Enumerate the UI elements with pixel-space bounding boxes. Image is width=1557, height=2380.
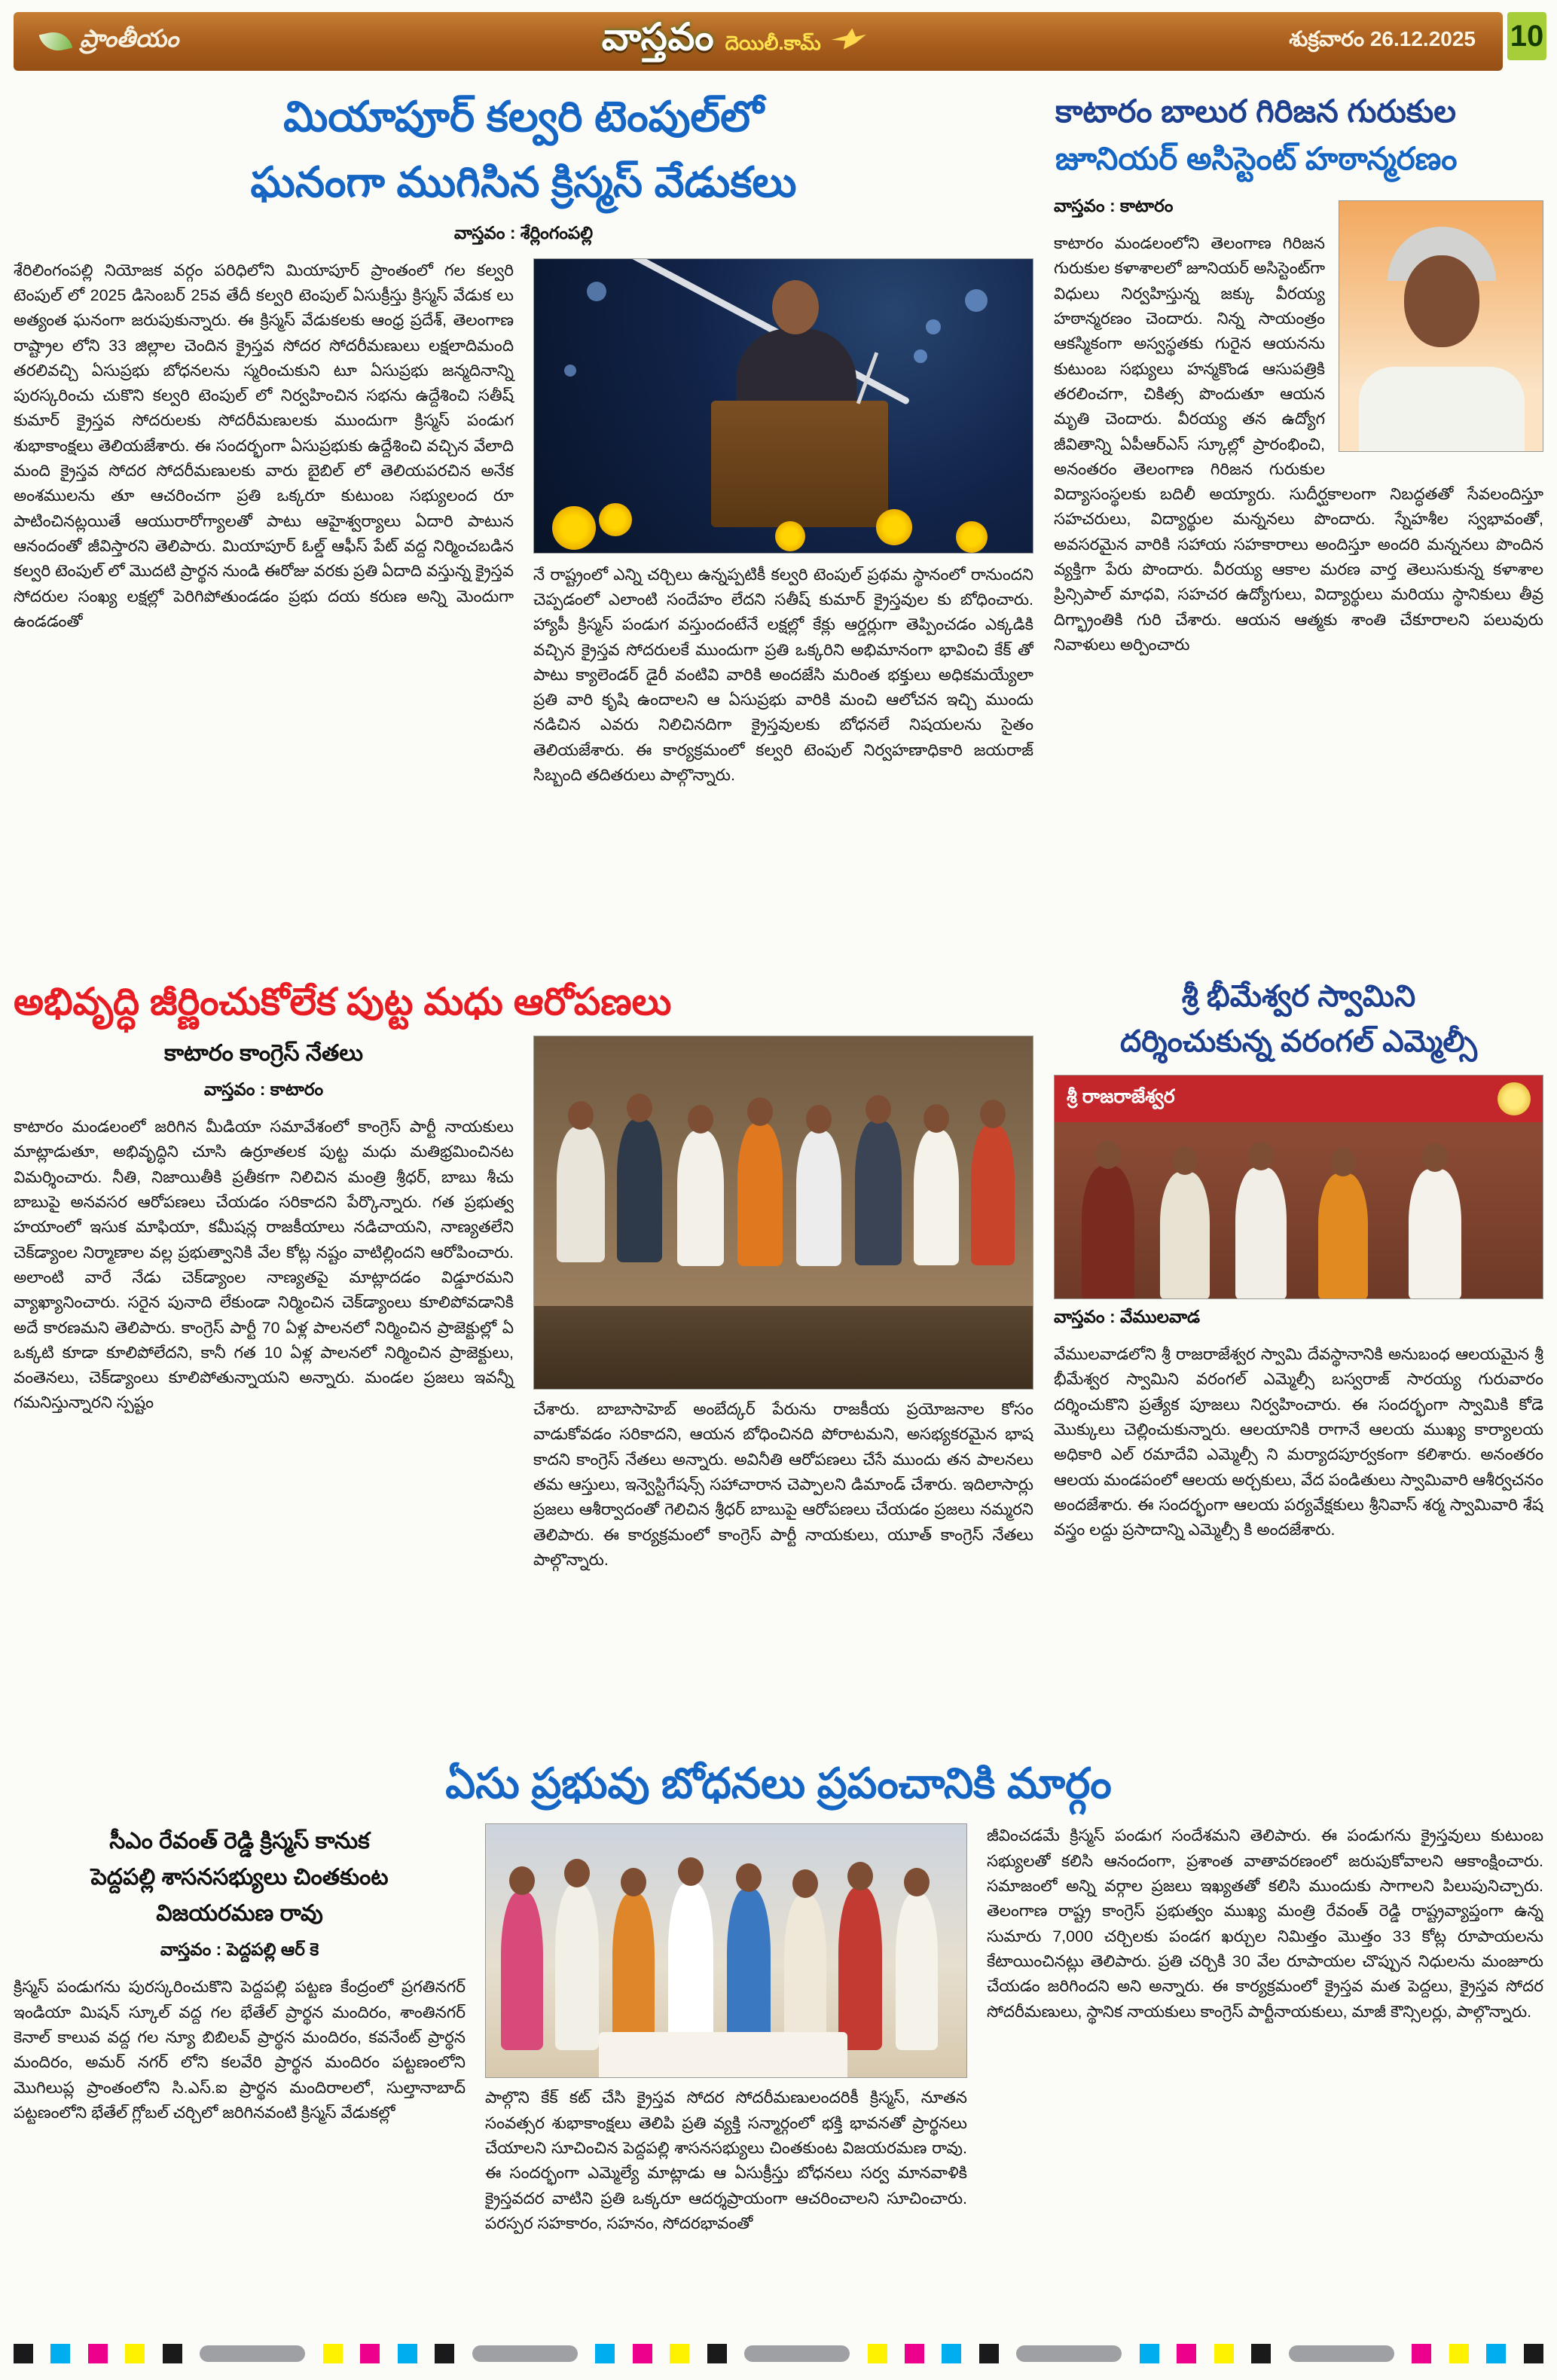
sunflower — [876, 509, 912, 545]
registration-swatch — [868, 2344, 887, 2363]
photo-figure — [737, 1123, 783, 1266]
article4-headline-line1: శ్రీ భీమేశ్వర స్వామిని — [1181, 980, 1416, 1013]
article3-right-column — [533, 1036, 1033, 1573]
registration-swatch — [1140, 2344, 1159, 2363]
registration-swatch — [1214, 2344, 1234, 2363]
article3-text-below-photo: చేశారు. బాబాసాహెబ్ అంబేద్కర్ పేరును రాజకీయ ప్రయోజనాల కోసం వాడుకోవడం సరికాదని, ఆయన బోధించినది పోరాటమని, అసభ్యకరమైన భాష కాదని కాంగ్రెస్ నేతలు అన్నారు. అవినీతి ఆరోపణలు చేసే ముందు తన పాలనలు తమ ఆస్తులు, ఇన్వెస్టిగేషన్స్ సహాచారాన చెప్పాలని డిమాండ్ చేశారు. ఇదిలాసార్లు ప్రజలు ఆశీర్వాదంతో గెలిచిన శ్రీధర్ బాబుపై ఆరోపణలు చేయడం ప్రజలు నమ్మరని తెలిపారు. ఈ కార్యక్రమంలో కాంగ్రెస్ పార్టీ నాయకులు, యూత్ కాంగ్రెస్ నేతలు పాల్గొన్నారు. — [533, 1400, 1033, 1569]
registration-pill — [744, 2345, 850, 2362]
article1-text-left: శేరిలింగంపల్లి నియోజక వర్గం పరిధిలోని మియాపూర్ ప్రాంతంలో గల కల్వరి టెంపుల్ లో 2025 డిసెంబర్ 25వ తేదీ కల్వరి టెంపుల్ ఏసుక్రీస్తు క్రిస్మస్ వేడుక లు అత్యంత ఘనంగా జరుపుకున్నారు. ఈ క్రిస్మస్ వేడుకలకు ఆంధ్ర ప్రదేశ్, తెలంగాణ రాష్ట్రాల లోని 33 జిల్లాల చెందిన క్రైస్తవ సోదర సోదరీమణులు లక్షలాదిమంది తరలివచ్చి ఏసుప్రభు బోధనలను స్మరించుకుని టూ ఏసుప్రభు జన్మదినాన్ని పురస్కరించు చుకొని కల్వరి టెంపుల్ లో నిర్వహించిన సభను ఉద్దేశించి సతీష్ కుమార్ క్రైస్తవ సోదరులకు సోదరీమణులకు ముందుగా క్రిస్మస్ పండుగ శుభాకాంక్షలు తెలియజేశారు. ఈ సందర్భంగా ఏసుప్రభుకు ఉద్దేశించి వచ్చిన వేలాది మంది క్రైస్తవ సోదర సోదరీమణులకు వారు బైబిల్ లో తెలియపరచిన అనేక అంశములను తూ ఆచరించగా ప్రతి ఒక్కరూ కుటుంబ సభ్యులంద రూ పాటించినట్లయితే ఆయురారోగ్యాలతో పాటు ఆహైశ్వర్యాలు ఏదారి పాటున ఆనందంతో జీవిస్తారని తెలిపారు. మియాపూర్ ఓల్డ్ ఆఫీస్ పేట్ వద్ద నిర్మించబడిన కల్వరి టెంపుల్ లో మొదటి ప్రార్థన నుండి ఈరోజు వరకు ప్రతి ఏదాది వస్తున్న క్రైస్తవ సోదరుల సంఖ్య లక్షల్లో పెరిగిపోతుండడం ప్రభు దయ కరుణ అన్ని మెందుగా ఉండడంతో — [14, 261, 514, 630]
article5-column1 — [14, 1823, 466, 2236]
photo-figure — [796, 1130, 841, 1266]
article1-left-column — [14, 258, 514, 789]
article1-byline: వాస్తవం : శేర్లింగంపల్లి — [453, 222, 594, 243]
article1-body — [14, 258, 1033, 789]
bokeh-light — [564, 365, 576, 377]
portrait-face — [1404, 255, 1479, 347]
article5-text-col1: క్రిస్మస్ పండుగను పురస్కరించుకొని పెద్దపల్లి పట్టణ కేంద్రంలో ప్రగతినగర్ ఇండియా మిషన్ స్కూల్ వద్ద గల భేతేల్ ప్రార్థన మందిరం, శాంతినగర్ కెనాల్ కాలువ వద్ద గల న్యూ బిబిలవ్ ప్రార్థన మందిరం, కవనేంట్ ప్రార్థన మందిరం, అమర్ నగర్ లోని కలవేరి ప్రార్థన మందిరం పట్టణంలోని మొగిలుప్ల ప్రాంతంలోని సి.ఎస్.ఐ ప్రార్థన మందిరాలలో, సుల్తానాబాద్ పట్టణంలోని భేతేల్ గ్లోబల్ చర్చిలో జరిగినవంటి క్రిస్మస్ వేడుకల్లో — [14, 1978, 466, 2122]
article4-byline: వాస్తవం : వేములవాడ — [1054, 1307, 1201, 1326]
registration-swatch — [125, 2344, 145, 2363]
registration-swatch — [1486, 2344, 1506, 2363]
cake-table — [599, 2032, 847, 2077]
photo-figure — [896, 1893, 938, 2050]
sunflower — [956, 521, 988, 553]
photo-figure — [838, 1887, 882, 2050]
photo-figure — [1082, 1166, 1134, 1299]
photo-figure — [557, 1127, 605, 1262]
article-miyapur-christmas — [14, 84, 1033, 962]
article3-text-left: కాటారం మండలంలో జరిగిన మీడియా సమావేశంలో కాంగ్రెస్ పార్టీ నాయకులు మాట్లాడుతూ, అభివృద్ధిని చూసి ఉర్రూతలక పుట్ట మధు మతిభ్రమించినట విమర్శించారు. నీతి, నిజాయితీకి ప్రతీకగా నిలిచిన మంత్రి శ్రీధర్, బాబు శీచు బాబుపై అనవసర ఆరోపణలు చేయడం సరికాదని పేర్కొన్నారు. గత ప్రభుత్వ హయాంలో ఇసుక మాఫియా, కమీషన్ల రాజకీయాలు నడిచాయని, నాణ్యతలేని చెక్‌డ్యాంల నిర్మాణాల వల్ల ప్రభుత్వానికి వేల కోట్ల నష్టం వాటిల్లిందని ఆరోపించారు. అలాంటి వారే నేడు చెక్‌డ్యాంల నాణ్యతపై మాట్లాదడం విడ్డూరమని వ్యాఖ్యానించారు. సరైన పునాది లేకుండా నిర్మించిన చెక్‌డ్యాంలు కూలిపోవడానికి అదే కారణమని తెలిపారు. కాంగ్రెస్ పార్టీ 70 ఏళ్ల పాలనలో నిర్మించిన ప్రాజెక్టుల్లో ఏ ఒక్కటి కూడా కూలిపోలేదని, కానీ గత 10 ఏళ్ల పాలనలో నిర్మించిన ప్రాజెక్టులు, వంతెనలు, చెక్‌డ్యాంలు కూలిపోతున్నాయని అన్నారు. మండల ప్రజలు ఇవన్నీ గమనిస్తున్నారని స్పష్టం — [14, 1118, 514, 1412]
registration-swatch — [1412, 2344, 1431, 2363]
article4-headline-line2: దర్శించుకున్న వరంగల్ ఎమ్మెల్సీ — [1120, 1025, 1477, 1058]
article2-photo-portrait — [1339, 200, 1543, 452]
article4-text: వేములవాడలోని శ్రీ రాజరాజేశ్వర స్వామి దేవస్థానానికి అనుబంధ ఆలయమైన శ్రీ భీమేశ్వర స్వామిని వరంగల్ ఎమ్మెల్సీ బస్వరాజ్ సారయ్య గురువారం దర్శించుకొని ప్రత్యేక పూజలు నిర్వహించారు. ఈ సందర్భంగా స్వామికి కోడె మొక్కులు చెల్లించుకున్నారు. ఆలయానికి రాగానే ఆలయ ముఖ్య కార్యాలయ అధికారి ఎల్ రమాదేవి ఎమ్మెల్సీ ని మర్యాదపూర్వకంగా కలిశారు. అనంతరం ఆలయ మండపంలో ఆలయ అర్చకులు, వేద పండితులు స్వామివారి ఆశీర్వచనం అందజేశారు. ఈ సందర్భంగా ఆలయ పర్యవేక్షకులు శ్రీనివాస్ శర్మ స్వామివారి శేష వస్త్రం లద్దు ప్రసాదాన్ని ఎమ్మెల్సీ కి అందజేశారు. — [1054, 1345, 1543, 1539]
article5-headline: ఏసు ప్రభువు బోధనలు ప్రపంచానికి మార్గం — [445, 1759, 1112, 1807]
photo-figure — [1409, 1169, 1461, 1299]
table-foreground — [534, 1306, 1033, 1389]
photo-figure — [501, 1892, 543, 2050]
sunflower — [552, 506, 596, 550]
article1-headline-line2: ఘనంగా ముగిసిన క్రిస్మస్ వేడుకలు — [250, 157, 797, 206]
article5-subhead-line2: పెద్దపల్లి శాసనసభ్యులు చింతకుంట — [90, 1865, 389, 1890]
dove-icon — [832, 29, 866, 50]
photo-figure — [612, 1893, 655, 2050]
registration-swatch — [1449, 2344, 1469, 2363]
article3-byline: వాస్తవం : కాటారం — [203, 1079, 324, 1099]
article1-text-right: నే రాష్ట్రంలో ఎన్ని చర్చిలు ఉన్నప్పటికీ కల్వరి టెంపుల్ ప్రథమ స్థానంలో రానుందని చెప్పడంలో ఎలాంటి సందేహం లేదని సతీష్ కుమార్ క్రైస్తవుల కు బోధించారు. హ్యాపీ క్రిస్మస్ పండుగ వస్తుందంటేనే లక్షల్లో కేక్లు ఆర్డర్లుగా తెప్పించడం ఎక్కడికి వచ్చిన క్రైస్తవ సోదరులకే ముందుగా ప్రతి ఒక్కరిని అభిమానంగా భావించి కేక్ తో పాటు క్యాలెండర్ డైరీ వంటివి వారికి అందజేసి మరింత భక్తులు అధికమయ్యేలా ప్రతి వారి కృషి ఉందాలని ఆ ఏసుప్రభు వారికి మంచి ఆలోచన ఇచ్చి ముందు నడిచిన ఎవరు నిలిచినదిగా క్రైస్తవులకు బోధనలే నిషయలను సైతం తెలియజేశారు. ఈ కార్యక్రమంలో కల్వరి టెంపుల్ నిర్వహణాధికారి జయరాజ్ సిబ్బంది తదితరులు పాల్గొన్నారు. — [533, 565, 1033, 785]
registration-swatch — [670, 2344, 689, 2363]
header-bar — [14, 12, 1503, 71]
article1-headline — [14, 84, 1033, 215]
bokeh-light — [926, 319, 941, 334]
photo-figure — [617, 1119, 662, 1262]
registration-swatch — [163, 2344, 182, 2363]
article-kataram-obituary — [1054, 84, 1543, 962]
masthead — [602, 15, 866, 69]
article2-text: కాటారం మండలంలోని తెలంగాణ గిరిజన గురుకుల కళాశాలలో జూనియర్ అసిస్టెంట్‌గా విధులు నిర్వహిస్తున్న జక్కు వీరయ్య హఠాన్మరణం చెందారు. నిన్న సాయంత్రం ఆకస్మికంగా అస్వస్థతకు గురైన ఆయనను కుటుంబ సభ్యులు హన్మకొండ ఆసుపత్రికి తరలించగా, చికిత్స పొందుతూ ఆయన మృతి చెందారు. వీరయ్య తన ఉద్యోగ జీవితాన్ని ఏపీఆర్ఎస్ స్కూల్లో ప్రారంభించి, అనంతరం తెలంగాణ గిరిజన గురుకుల విద్యాసంస్థలకు బదిలీ అయ్యారు. సుదీర్ఘకాలంగా నిబద్ధతతో సేవలందిస్తూ సహచరులు, విద్యార్థుల మన్ననలు పొందారు. స్నేహశీల స్వభావంతో, అవసరమైన వారికి సహాయ సహకారాలు అందిస్తూ అందరి మన్ననలు పొందిన వ్యక్తిగా పేరు పొందారు. వీరయ్య ఆకాల మరణ వార్త తెలుసుకున్న కళాశాల ప్రిన్సిపాల్ మాధవి, సహచర ఉద్యోగులు, విద్యార్థులు మరియు స్థానికులు తీవ్ర దిగ్భ్రాంతికి గురి చేశారు. ఆయన ఆత్మకు శాంతి చేకూరాలని పలువురు నివాళులు అర్పించారు — [1054, 234, 1543, 654]
print-color-bar — [14, 2342, 1543, 2365]
registration-swatch — [435, 2344, 454, 2363]
podium — [711, 401, 888, 527]
sunflower — [599, 503, 632, 536]
registration-swatch — [323, 2344, 343, 2363]
page-number: 10 — [1507, 12, 1546, 60]
registration-swatch — [633, 2344, 652, 2363]
edition-date: శుక్రవారం 26.12.2025 — [1289, 26, 1476, 50]
section-name: ప్రాంతీయం — [80, 24, 179, 52]
registration-pill — [200, 2345, 305, 2362]
article3-body — [14, 1036, 1033, 1573]
photo-figure — [677, 1130, 724, 1266]
photo-figure — [784, 1895, 826, 2050]
temple-logo-icon — [1497, 1082, 1531, 1115]
registration-swatch — [707, 2344, 727, 2363]
article1-right-column — [533, 258, 1033, 789]
section-label — [41, 25, 179, 59]
registration-swatch — [942, 2344, 961, 2363]
sunflower — [775, 521, 805, 551]
photo-figure — [668, 1883, 713, 2050]
article3-subhead: కాటారం కాంగ్రెస్ నేతలు — [164, 1041, 363, 1066]
photo-figure — [727, 1889, 771, 2050]
registration-swatch — [1177, 2344, 1196, 2363]
photo-figure — [855, 1121, 902, 1265]
registration-swatch — [979, 2344, 999, 2363]
page-content — [14, 84, 1543, 2271]
article3-left-column — [14, 1036, 514, 1573]
article1-headline-line1: మియాపూర్ కల్వరి టెంపుల్‌లో — [283, 93, 764, 140]
article5-column3 — [987, 1823, 1543, 2236]
registration-swatch — [88, 2344, 108, 2363]
article5-photo-cake-cutting — [485, 1823, 967, 2078]
article5-body — [14, 1823, 1543, 2236]
photo-figure — [914, 1130, 959, 1265]
bokeh-light — [965, 289, 988, 312]
article4-headline — [1054, 972, 1543, 1072]
leaf-icon — [39, 29, 73, 54]
article5-subhead-line3: విజయరమణ రావు — [156, 1901, 323, 1927]
registration-swatch — [595, 2344, 615, 2363]
article5-column2 — [485, 1823, 967, 2236]
bokeh-light — [914, 349, 927, 363]
photo-figure — [1235, 1167, 1287, 1299]
masthead-subtitle: దెయిలీ.కామ్ — [725, 31, 821, 54]
registration-swatch — [1524, 2344, 1543, 2363]
article4-photo-temple-visit — [1054, 1075, 1543, 1299]
article5-text-col2: పాల్గొని కేక్ కట్ చేసి క్రైస్తవ సోదర సోదరీమణులందరికీ క్రిస్మస్, నూతన సంవత్సర శుభాకాంక్షలు తెలిపి ప్రతి వ్యక్తి సన్మార్గంలో భక్తి భావనతో ప్రార్థనలు చేయాలని సూచించిన పెద్దపల్లి శాసనసభ్యులు చింతకుంట విజయరమణ రావు. ఈ సందర్భంగా ఎమ్మెల్యే మాట్లాడు ఆ ఏసుక్రీస్తు బోధనలు సర్వ మానవాళికి క్రైస్తవదర వాటిని ప్రతి ఒక్కరూ ఆదర్శప్రాయంగా ఆచరించాలని సూచించారు. పరస్పర సహకారం, సహనం, సోదరభావంతో — [485, 2089, 967, 2232]
photo-figure — [971, 1125, 1015, 1265]
article3-photo-press-meet — [533, 1036, 1033, 1390]
article2-headline-line2: జూనియర్ అసిస్టెంట్ హఠాన్మరణం — [1055, 141, 1458, 176]
article5-subhead — [14, 1823, 466, 1932]
registration-swatch — [1251, 2344, 1271, 2363]
photo-figure — [555, 1884, 599, 2050]
registration-pill — [1289, 2345, 1394, 2362]
article2-byline: వాస్తవం : కాటారం — [1054, 196, 1174, 215]
photo-figure — [1160, 1172, 1210, 1299]
portrait-shirt — [1359, 367, 1525, 451]
article-bhimeswara-mlc — [1054, 972, 1543, 1741]
registration-pill — [1016, 2345, 1122, 2362]
article-kataram-congress — [14, 972, 1033, 1741]
article5-subhead-line1: సీఎం రేవంత్ రెడ్డి క్రిస్మస్ కానుక — [109, 1829, 370, 1854]
article-yesu-bodhanalu — [14, 1751, 1543, 2271]
masthead-title: వాస్తవం — [601, 15, 715, 58]
article2-headline-line1: కాటారం బాలుర గిరిజన గురుకుల — [1055, 93, 1457, 129]
registration-swatch — [14, 2344, 33, 2363]
registration-swatch — [398, 2344, 417, 2363]
article5-text-col3: జీవించడమే క్రిస్మస్ పండుగ సందేశమని తెలిపారు. ఈ పండుగను క్రైస్తవులు కుటుంబ సభ్యులతో కలిసి ఆనందంగా, ప్రశాంత వాతావరణంలో జరుపుకోవాలని ఆకాంక్షించారు. సమాజంలో అన్ని వర్గాల ప్రజలు ఇఖ్యతతో కలిసి ముందుకు సాగాలని పిలుపునిచ్చారు. తెలంగాణ రాష్ట్ర కాంగ్రెస్ ప్రభుత్వం ముఖ్య మంత్రి రేవంత్ రెడ్డి రాష్ట్రవ్యాప్తంగా ఉన్న సుమారు 7,000 చర్చిలకు పండగ ఖర్చుల నిమిత్తం మొత్తం 33 కోట్ల రూపాయలను కేటాయించినట్లు తెలిపారు. ప్రతి చర్చికి 30 వేల రూపాయల చొప్పున నిధులను మంజూరు చేయడం జరిగిందని అని అన్నారు. ఈ కార్యక్రమంలో క్రైస్తవ మత పెద్దలు, క్రైస్తవ సోదర సోదరీమణులు, స్థానిక నాయకులు కాంగ్రెస్ పార్టీనాయకులు, మాజీ కౌన్సిలర్లు, పాల్గొన్నారు. — [987, 1826, 1543, 2021]
article2-flow — [1054, 196, 1543, 658]
article3-headline: అభివృద్ధి జీర్ణించుకోలేక పుట్ట మధు ఆరోపణలు — [14, 981, 672, 1023]
registration-swatch — [360, 2344, 380, 2363]
registration-swatch — [905, 2344, 924, 2363]
temple-banner-text: శ్రీ రాజరాజేశ్వర — [1067, 1085, 1175, 1107]
registration-swatch — [50, 2344, 70, 2363]
bokeh-light — [587, 282, 606, 301]
article2-headline — [1054, 84, 1543, 188]
registration-pill — [472, 2345, 578, 2362]
temple-banner — [1055, 1076, 1543, 1122]
photo-figure — [1318, 1173, 1368, 1299]
article1-photo-speaker-at-podium — [533, 258, 1033, 554]
article5-byline: వాస్తవం : పెద్దపల్లి ఆర్ కె — [160, 1939, 319, 1960]
